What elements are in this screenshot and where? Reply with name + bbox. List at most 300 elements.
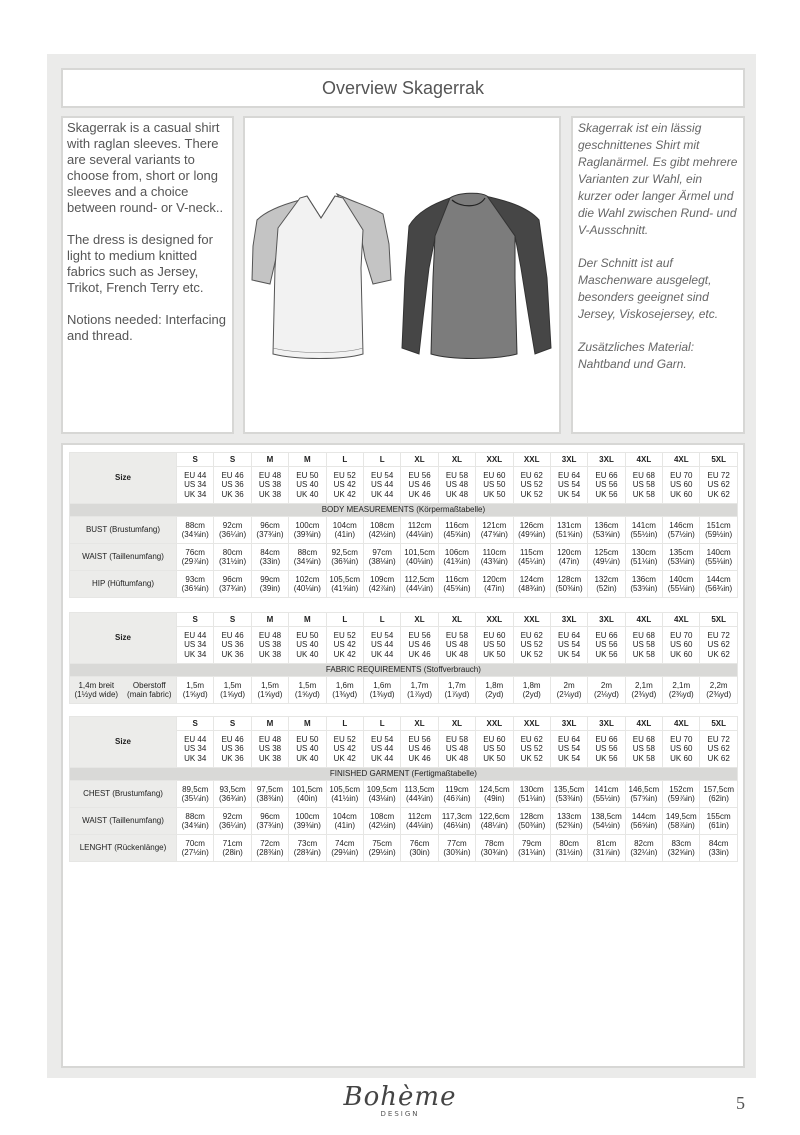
uk-size: UK 48 (445, 753, 469, 763)
value-m: 2,1m (634, 680, 653, 690)
uk-size: UK 56 (595, 489, 618, 499)
body-measurements-table (69, 452, 738, 598)
value-inch: (43⅛in) (368, 794, 396, 803)
value-inch: (33in) (708, 848, 729, 857)
us-size: US 36 (221, 480, 244, 490)
fabric-cell (550, 677, 587, 704)
value-cm: 101,5cm (404, 547, 435, 557)
value-cm: 70cm (185, 838, 205, 848)
fabric-cell (700, 677, 737, 704)
value-cm: 84cm (260, 547, 280, 557)
size-letter-cell: L (363, 717, 400, 731)
value-inch: (59⅞in) (667, 794, 695, 803)
value-cm: 146,5cm (628, 784, 660, 794)
us-size: US 42 (333, 640, 356, 650)
fabric-cell (438, 677, 475, 704)
size-letter-cell: 4XL (663, 613, 700, 627)
us-size: US 62 (707, 640, 730, 650)
fabric-cell (625, 677, 662, 704)
us-size: US 34 (184, 640, 207, 650)
value-inch: (37¾in) (256, 821, 284, 830)
size-letter-cell: L (326, 453, 363, 467)
us-size: US 34 (184, 744, 207, 754)
section-row (70, 664, 738, 677)
size-codes-cell (401, 731, 438, 768)
uk-size: UK 50 (483, 649, 506, 659)
value-yd: (1⅝yd) (220, 690, 246, 699)
value-cm: 105,5cm (329, 574, 361, 584)
eu-size: EU 44 (184, 734, 207, 744)
measurement-cell (251, 781, 288, 808)
size-letter-cell: XXL (476, 613, 513, 627)
eu-size: EU 68 (632, 630, 655, 640)
uk-size: UK 60 (670, 489, 693, 499)
eu-size: EU 66 (595, 470, 618, 480)
uk-size: UK 52 (520, 753, 543, 763)
size-letter-cell: 3XL (550, 453, 587, 467)
measurement-cell (550, 781, 587, 808)
size-letter-cell: 3XL (550, 613, 587, 627)
size-letter-cell: 5XL (700, 613, 737, 627)
size-letter-cell: 4XL (625, 717, 662, 731)
value-cm: 130cm (519, 784, 544, 794)
value-cm: 126cm (519, 520, 544, 530)
value-cm: 121cm (482, 520, 507, 530)
value-inch: (34⅝in) (181, 530, 209, 539)
value-cm: 106cm (444, 547, 469, 557)
measurement-cell (326, 781, 363, 808)
measurement-cell (663, 781, 700, 808)
uk-size: UK 42 (333, 753, 356, 763)
measurement-cell (476, 544, 513, 571)
size-letter-cell: S (214, 453, 251, 467)
measurement-label: WAIST (Taillenumfang) (70, 544, 177, 571)
size-letter-cell: 5XL (700, 717, 737, 731)
uk-size: UK 52 (520, 649, 543, 659)
measurement-cell (251, 808, 288, 835)
us-size: US 54 (557, 640, 581, 650)
measurement-cell (438, 808, 475, 835)
us-size: US 46 (408, 744, 431, 754)
measurement-cell (438, 517, 475, 544)
value-cm: 157,5cm (703, 784, 734, 794)
uk-size: UK 58 (632, 753, 655, 763)
value-cm: 112,5cm (404, 574, 435, 584)
value-inch: (55⅛in) (705, 557, 733, 566)
measurement-cell (214, 781, 251, 808)
size-letter-cell: M (289, 453, 326, 467)
size-label: Size (70, 717, 177, 768)
section-title: BODY MEASUREMENTS (Körpermaßtabelle) (70, 504, 738, 517)
value-inch: (36¾in) (219, 794, 247, 803)
us-size: US 36 (221, 744, 244, 754)
value-cm: 89,5cm (182, 784, 209, 794)
value-inch: (51⅛in) (518, 794, 546, 803)
size-letter-cell: L (326, 717, 363, 731)
value-inch: (53⅝in) (630, 584, 658, 593)
value-inch: (39⅜in) (293, 530, 321, 539)
value-inch: (31½in) (219, 557, 247, 566)
eu-size: EU 64 (557, 630, 581, 640)
measurement-cell (289, 544, 326, 571)
section-row (70, 504, 738, 517)
value-inch: (40in) (297, 794, 318, 803)
size-label: Size (70, 613, 177, 664)
size-codes-cell (289, 467, 326, 504)
value-cm: 155cm (706, 811, 731, 821)
description-en-paragraph: Notions needed: Interfacing and thread. (67, 312, 226, 343)
fabric-cell (251, 677, 288, 704)
value-inch: (27½in) (181, 848, 209, 857)
size-letter-row (70, 613, 738, 627)
measurement-cell (214, 544, 251, 571)
eu-size: EU 62 (520, 630, 543, 640)
description-en-paragraph: The dress is designed for light to medium knitted fabrics such as Jersey, Trikot, French Terry etc. (67, 232, 213, 295)
value-yd: (2⅜yd) (631, 690, 657, 699)
value-cm: 80cm (559, 838, 579, 848)
eu-size: EU 50 (296, 630, 319, 640)
fabric-cell (513, 677, 550, 704)
measurement-cell (513, 808, 550, 835)
body-measurement-row (70, 544, 738, 571)
value-inch: (50⅜in) (518, 821, 546, 830)
value-cm: 100cm (295, 520, 320, 530)
value-cm: 115cm (520, 547, 544, 557)
value-inch: (32¼in) (630, 848, 658, 857)
uk-size: UK 42 (333, 649, 356, 659)
value-cm: 82cm (634, 838, 654, 848)
value-cm: 102cm (295, 574, 320, 584)
value-yd: (1⅝yd) (294, 690, 320, 699)
fabric-width-metric: 1,4m breit (78, 680, 115, 690)
value-cm: 97cm (372, 547, 392, 557)
value-inch: (47in) (484, 584, 505, 593)
value-cm: 100cm (295, 811, 320, 821)
size-letter-cell: XL (438, 613, 475, 627)
value-inch: (61in) (708, 821, 729, 830)
value-inch: (34⅝in) (293, 557, 321, 566)
value-inch: (44¼in) (405, 584, 434, 593)
shirt-roundneck-long-sleeve (402, 193, 551, 358)
size-letter-cell: S (177, 453, 214, 467)
finished-garment-table (69, 716, 738, 862)
size-letter-cell: XXL (476, 717, 513, 731)
value-inch: (37¾in) (256, 530, 284, 539)
fabric-type (127, 681, 171, 700)
measurement-label: LENGHT (Rückenlänge) (70, 835, 177, 862)
size-codes-cell (177, 627, 214, 664)
us-size: US 42 (333, 744, 356, 754)
uk-size: UK 54 (557, 489, 581, 499)
value-cm: 93cm (185, 574, 205, 584)
value-m: 1,6m (335, 680, 354, 690)
measurement-cell (663, 517, 700, 544)
uk-size: UK 50 (483, 753, 506, 763)
page-number: 5 (736, 1093, 745, 1113)
measurement-cell (289, 835, 326, 862)
value-inch: (36¼in) (219, 821, 247, 830)
value-inch: (29⅞in) (181, 557, 209, 566)
value-cm: 79cm (521, 838, 542, 848)
value-yd: (2⅛yd) (594, 690, 619, 699)
value-yd: (2⅜yd) (668, 690, 694, 699)
value-cm: 109cm (370, 574, 395, 584)
value-cm: 77cm (447, 838, 467, 848)
value-inch: (55½in) (592, 794, 621, 803)
value-cm: 75cm (372, 838, 392, 848)
value-cm: 104cm (332, 811, 357, 821)
shirt-illustration (243, 116, 561, 434)
size-codes-cell (326, 467, 363, 504)
value-yd: (1⅝yd) (257, 690, 283, 699)
value-inch: (37¾in) (219, 584, 247, 593)
value-inch: (44¾in) (405, 794, 434, 803)
value-inch: (48¼in) (480, 821, 508, 830)
us-size: US 40 (296, 744, 319, 754)
size-codes-cell (251, 627, 288, 664)
value-cm: 149,5cm (665, 811, 697, 821)
size-codes-cell (513, 467, 550, 504)
value-m: 1,5m (298, 680, 317, 690)
measurement-cell (177, 544, 214, 571)
measurement-cell (663, 544, 700, 571)
us-size: US 46 (408, 480, 431, 490)
us-size: US 44 (371, 480, 394, 490)
value-inch: (33in) (259, 557, 281, 566)
size-letter-cell: 3XL (588, 453, 625, 467)
value-inch: (43⅜in) (480, 557, 508, 566)
size-codes-cell (363, 731, 400, 768)
measurement-cell (289, 781, 326, 808)
measurement-cell (326, 544, 363, 571)
value-inch: (30in) (409, 848, 430, 857)
value-cm: 88cm (185, 811, 205, 821)
uk-size: UK 62 (707, 489, 730, 499)
uk-size: UK 50 (483, 489, 506, 499)
us-size: US 52 (520, 480, 543, 490)
size-codes-cell (326, 627, 363, 664)
size-codes-cell (513, 731, 550, 768)
value-inch: (40⅛in) (405, 557, 434, 566)
size-codes-cell (214, 627, 251, 664)
value-m: 2m (563, 680, 575, 690)
value-cm: 96cm (222, 574, 243, 584)
size-letter-cell: 5XL (700, 453, 737, 467)
uk-size: UK 38 (258, 753, 282, 763)
size-codes-cell (251, 731, 288, 768)
measurement-cell (663, 808, 700, 835)
value-cm: 84cm (708, 838, 729, 848)
measurement-cell (177, 571, 214, 598)
value-inch: (56⅝in) (630, 821, 658, 830)
measurement-cell (625, 781, 662, 808)
size-letter-row (70, 717, 738, 731)
eu-size: EU 66 (595, 630, 618, 640)
value-cm: 116cm (445, 520, 469, 530)
value-inch: (38⅜in) (256, 794, 284, 803)
size-codes-cell (588, 467, 625, 504)
eu-size: EU 54 (371, 734, 394, 744)
us-size: US 44 (371, 640, 394, 650)
value-m: 1,5m (223, 680, 242, 690)
measurement-cell (363, 517, 400, 544)
us-size: US 46 (408, 640, 431, 650)
value-cm: 80cm (222, 547, 243, 557)
value-inch: (30⅜in) (443, 848, 471, 857)
measurement-cell (289, 571, 326, 598)
measurement-cell (700, 781, 737, 808)
measurement-cell (177, 835, 214, 862)
measurement-cell (588, 517, 625, 544)
value-m: 1,5m (261, 680, 279, 690)
shirt-illustration-svg (245, 118, 559, 432)
value-inch: (39⅜in) (293, 821, 321, 830)
size-letter-cell: M (251, 613, 288, 627)
value-cm: 135cm (669, 547, 694, 557)
size-letter-cell: S (177, 613, 214, 627)
value-cm: 140cm (706, 547, 731, 557)
value-inch: (36⅝in) (181, 584, 209, 593)
size-codes-cell (476, 731, 513, 768)
value-m: 1,8m (485, 680, 504, 690)
measurement-cell (588, 571, 625, 598)
value-cm: 138,5cm (591, 811, 622, 821)
uk-size: UK 60 (670, 753, 693, 763)
us-size: US 56 (595, 480, 618, 490)
measurement-cell (326, 808, 363, 835)
eu-size: EU 70 (670, 630, 693, 640)
measurement-label: BUST (Brustumfang) (70, 517, 177, 544)
eu-size: EU 72 (707, 734, 730, 744)
measurement-cell (550, 517, 587, 544)
measurement-cell (289, 808, 326, 835)
value-inch: (58⅞in) (667, 821, 695, 830)
eu-size: EU 52 (333, 734, 356, 744)
size-codes-cell (625, 627, 662, 664)
value-inch: (35¼in) (181, 794, 209, 803)
us-size: US 44 (371, 744, 394, 754)
value-m: 2,1m (672, 680, 691, 690)
eu-size: EU 68 (632, 470, 655, 480)
value-m: 1,5m (186, 680, 205, 690)
value-cm: 152cm (669, 784, 694, 794)
value-cm: 113,5cm (404, 784, 435, 794)
measurement-label: HIP (Hüftumfang) (70, 571, 177, 598)
value-cm: 141cm (631, 520, 656, 530)
us-size: US 62 (707, 480, 730, 490)
measurement-cell (326, 571, 363, 598)
description-german (571, 116, 745, 434)
value-inch: (36⅜in) (331, 557, 359, 566)
measurement-cell (363, 781, 400, 808)
value-cm: 74cm (334, 838, 355, 848)
finished-garment-row (70, 835, 738, 862)
size-codes-cell (663, 627, 700, 664)
section-title: FINISHED GARMENT (Fertigmaßtabelle) (70, 768, 738, 781)
measurement-label: WAIST (Taillenumfang) (70, 808, 177, 835)
fabric-label (70, 677, 177, 704)
eu-size: EU 46 (221, 734, 244, 744)
uk-size: UK 38 (258, 649, 282, 659)
uk-size: UK 44 (371, 753, 394, 763)
size-letter-cell: S (214, 717, 251, 731)
value-inch: (57½in) (667, 530, 695, 539)
uk-size: UK 40 (296, 489, 319, 499)
fabric-type-de: Oberstoff (132, 680, 166, 690)
size-codes-cell (363, 627, 400, 664)
value-inch: (54½in) (592, 821, 621, 830)
size-codes-cell (438, 627, 475, 664)
value-inch: (42½in) (368, 821, 396, 830)
value-inch: (45⅝in) (443, 584, 471, 593)
uk-size: UK 48 (445, 489, 469, 499)
eu-size: EU 56 (408, 470, 431, 480)
eu-size: EU 72 (707, 470, 730, 480)
us-size: US 56 (595, 744, 618, 754)
value-inch: (42⅞in) (368, 584, 396, 593)
fabric-cell (363, 677, 400, 704)
value-m: 1,6m (373, 680, 392, 690)
measurement-cell (401, 517, 438, 544)
eu-size: EU 58 (445, 734, 469, 744)
value-cm: 93,5cm (219, 784, 246, 794)
value-cm: 112cm (407, 811, 432, 821)
eu-size: EU 46 (221, 630, 244, 640)
value-cm: 88cm (297, 547, 318, 557)
value-inch: (48¾in) (518, 584, 546, 593)
size-letter-cell: XL (401, 613, 438, 627)
us-size: US 38 (258, 480, 282, 490)
description-de-paragraph: Der Schnitt ist auf Maschenware ausgelegt, besonders geeignet sind Jersey, Viskosejersey, etc. (578, 256, 719, 321)
value-inch: (51⅝in) (555, 530, 583, 539)
value-inch: (31⅛in) (518, 848, 546, 857)
measurement-cell (476, 571, 513, 598)
value-cm: 71cm (222, 838, 243, 848)
measurement-cell (438, 781, 475, 808)
eu-size: EU 60 (483, 630, 506, 640)
uk-size: UK 38 (258, 489, 282, 499)
fabric-cell (476, 677, 513, 704)
size-codes-cell (550, 731, 587, 768)
value-inch: (53⅛in) (667, 557, 695, 566)
value-cm: 117,3cm (441, 811, 472, 821)
measurement-cell (251, 571, 288, 598)
value-yd: (1⅝yd) (182, 690, 208, 699)
measurement-cell (550, 571, 587, 598)
size-codes-cell (550, 627, 587, 664)
value-cm: 120cm (482, 574, 507, 584)
value-inch: (51⅛in) (630, 557, 658, 566)
us-size: US 50 (483, 640, 506, 650)
us-size: US 60 (670, 640, 693, 650)
value-inch: (30¾in) (480, 848, 508, 857)
value-inch: (50⅜in) (555, 584, 583, 593)
size-codes-cell (289, 627, 326, 664)
value-cm: 92cm (222, 811, 243, 821)
us-size: US 48 (445, 480, 469, 490)
uk-size: UK 36 (221, 753, 244, 763)
eu-size: EU 62 (520, 470, 543, 480)
us-size: US 40 (296, 480, 319, 490)
value-cm: 112cm (407, 520, 432, 530)
value-inch: (29½in) (368, 848, 396, 857)
value-cm: 108cm (370, 520, 395, 530)
measurement-cell (625, 835, 662, 862)
uk-size: UK 40 (296, 649, 319, 659)
uk-size: UK 56 (595, 649, 618, 659)
size-codes-cell (625, 467, 662, 504)
us-size: US 62 (707, 744, 730, 754)
